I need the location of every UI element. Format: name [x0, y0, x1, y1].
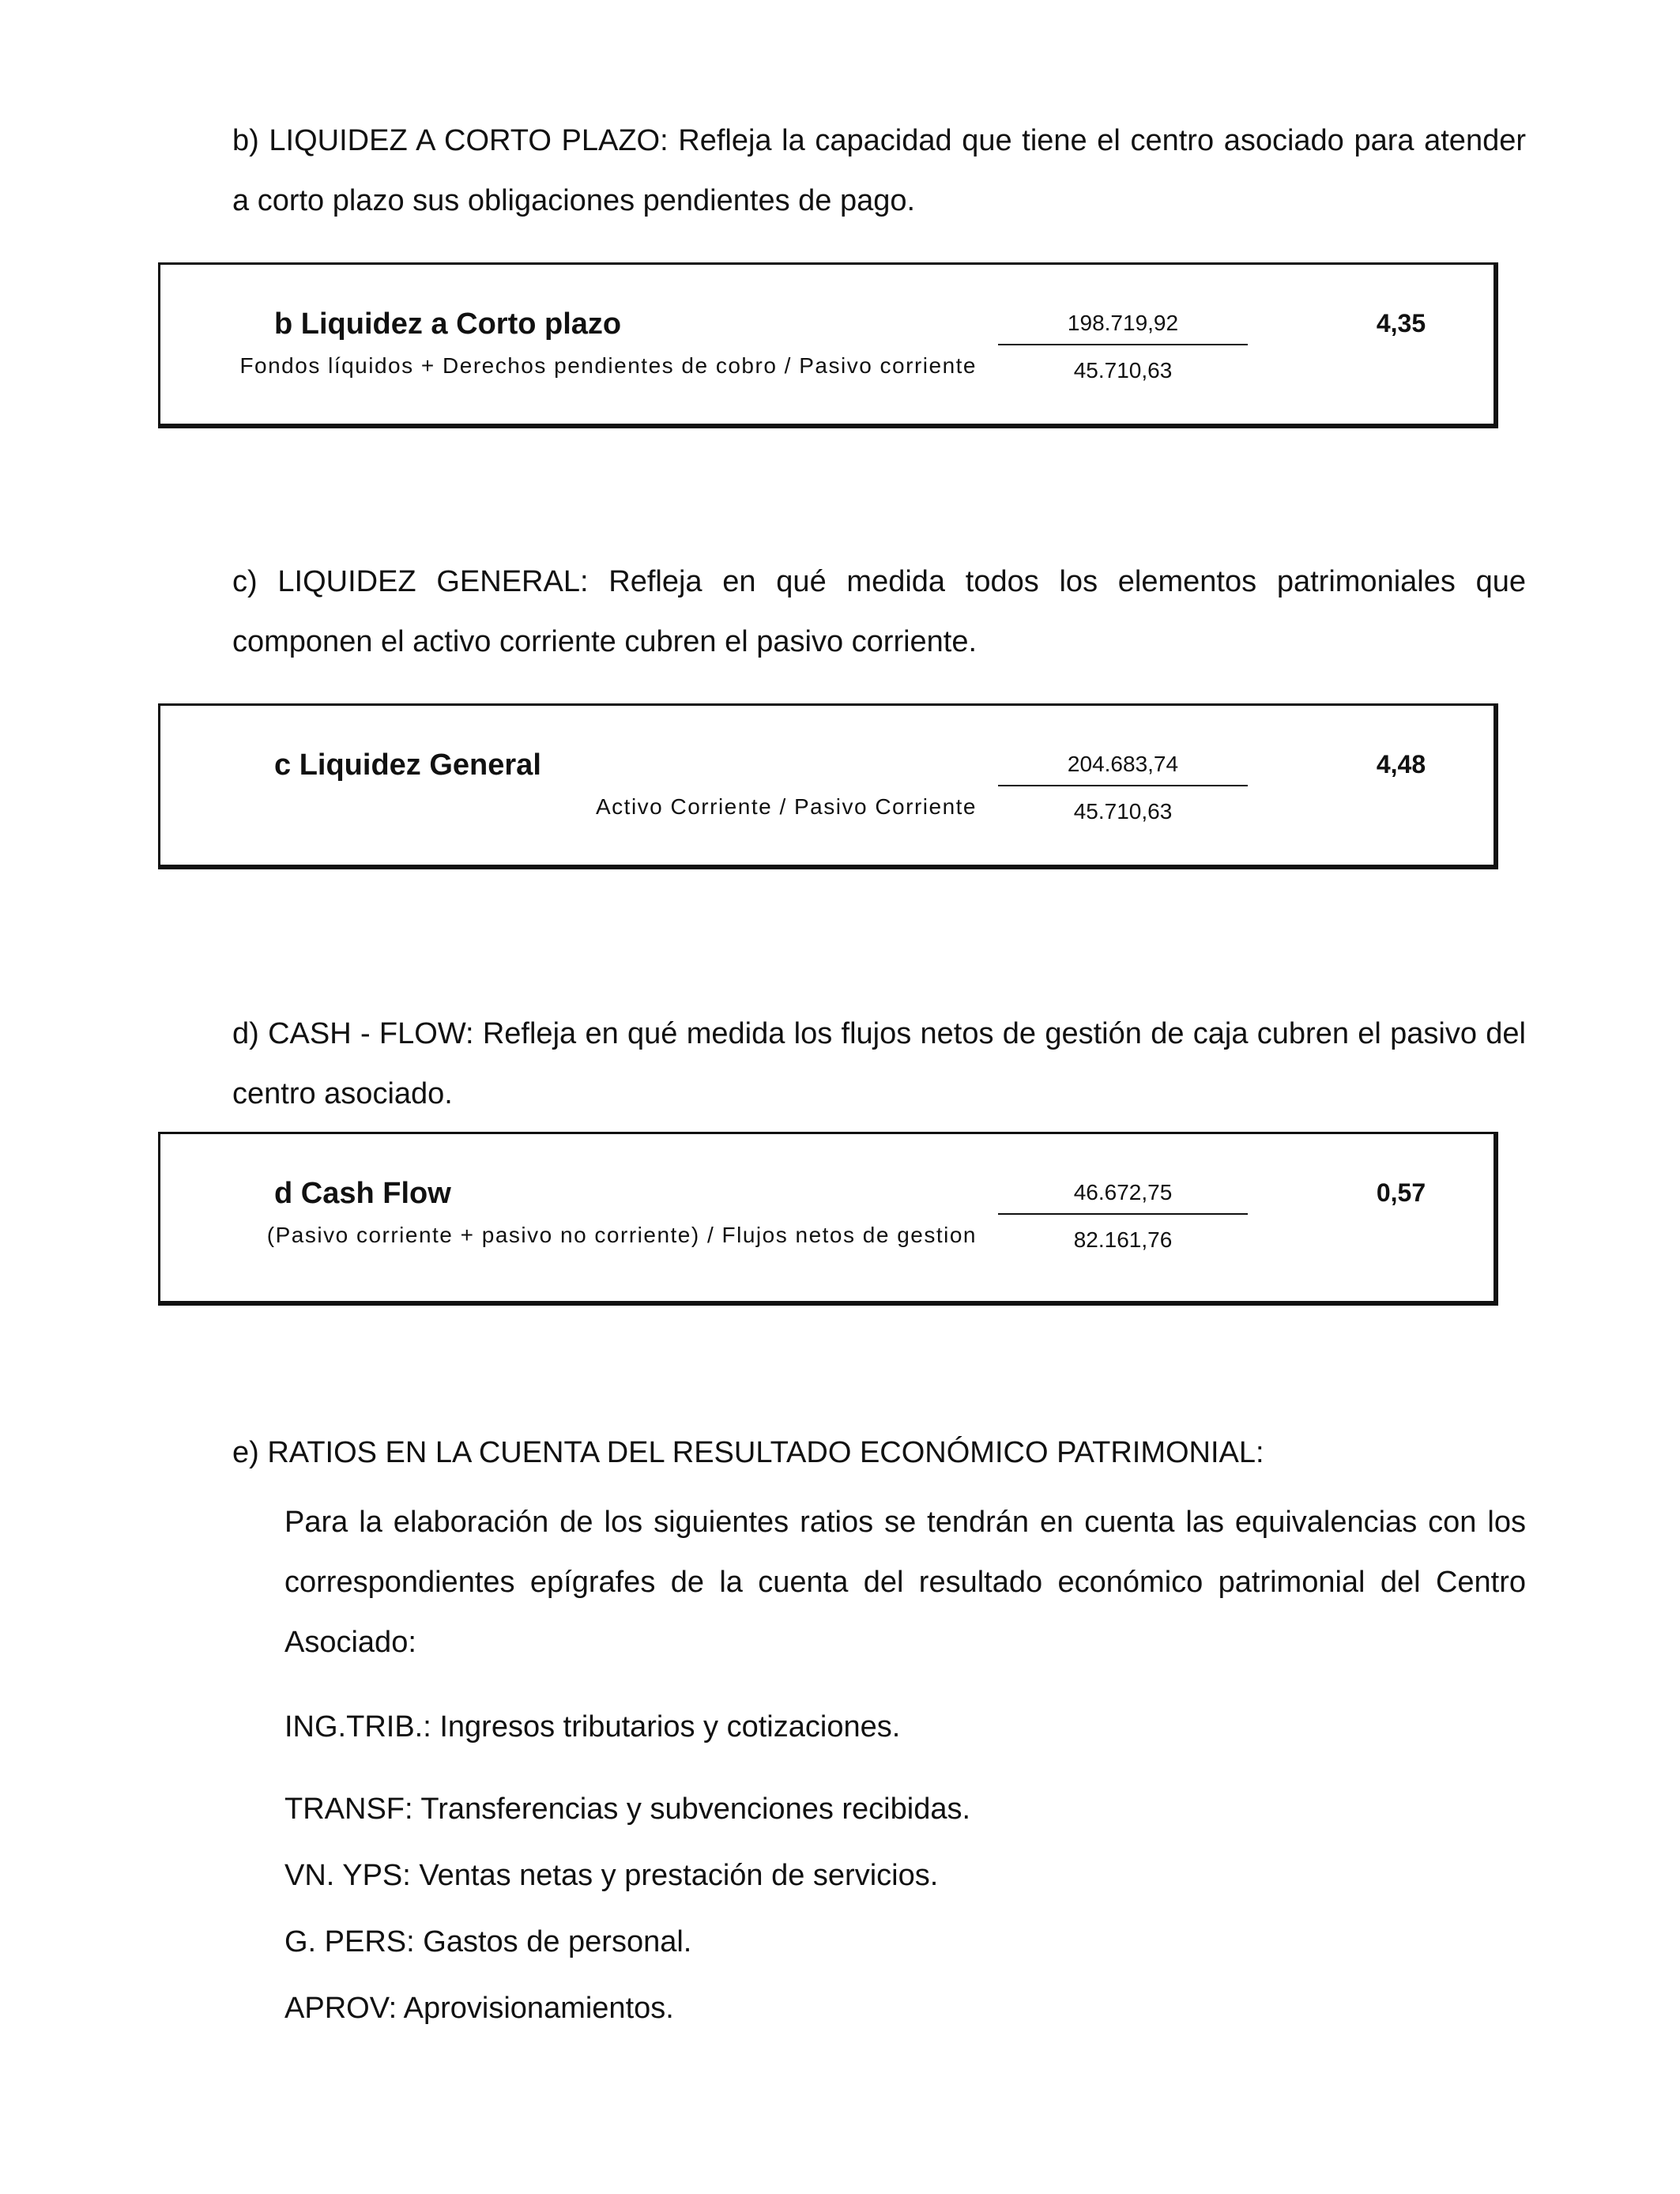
- section-c-paragraph: c) LIQUIDEZ GENERAL: Refleja en qué medida todos los elementos patrimoniales que componen el activo corriente cubren el pasivo corriente.: [232, 565, 1526, 658]
- list-item: VN. YPS: Ventas netas y prestación de servicios.: [284, 1859, 939, 1892]
- section-b-paragraph: b) LIQUIDEZ A CORTO PLAZO: Refleja la capacidad que tiene el centro asociado para atender a corto plazo sus obligaciones pendientes de pago.: [232, 124, 1526, 217]
- ratio-name: Liquidez General: [299, 748, 541, 782]
- ratio-box-cash-flow: [158, 1132, 1498, 1306]
- ratio-formula: Activo Corriente / Pasivo Corriente: [595, 794, 977, 819]
- ratio-letter: b: [274, 307, 293, 341]
- ratio-numerator: 198.719,92: [998, 311, 1248, 345]
- ratio-box-liquidez-corto-plazo: [158, 262, 1498, 428]
- ratio-denominator: 45.710,63: [1073, 358, 1173, 383]
- ratio-box-liquidez-general: [158, 703, 1498, 869]
- ratio-title: [274, 307, 621, 341]
- ratio-denominator: 45.710,63: [1073, 799, 1173, 824]
- ratio-letter: d: [274, 1177, 293, 1210]
- list-item: ING.TRIB.: Ingresos tributarios y cotizaciones.: [284, 1710, 901, 1744]
- section-d-paragraph: d) CASH - FLOW: Refleja en qué medida los flujos netos de gestión de caja cubren el pasivo del centro asociado.: [232, 1017, 1526, 1110]
- ratio-numerator: 204.683,74: [998, 752, 1248, 786]
- section-e-heading: e) RATIOS EN LA CUENTA DEL RESULTADO ECONÓMICO PATRIMONIAL:: [232, 1436, 1264, 1469]
- list-item: G. PERS: Gastos de personal.: [284, 1925, 692, 1958]
- list-item: TRANSF: Transferencias y subvenciones recibidas.: [284, 1793, 971, 1826]
- ratio-name: Liquidez a Corto plazo: [300, 307, 622, 341]
- ratio-formula: Fondos líquidos + Derechos pendientes de cobro / Pasivo corriente: [239, 353, 977, 378]
- ratio-result: 0,57: [1376, 1178, 1426, 1207]
- ratio-title: [274, 1177, 451, 1211]
- ratio-result: 4,48: [1376, 750, 1426, 778]
- ratio-letter: c: [274, 748, 292, 782]
- ratio-name: Cash Flow: [300, 1177, 451, 1210]
- section-e-intro: Para la elaboración de los siguientes ratios se tendrán en cuenta las equivalencias con los correspondientes epígrafes de la cuenta del resultado económico patrimonial del Centro Asociado:: [284, 1506, 1526, 1659]
- ratio-numerator: 46.672,75: [998, 1180, 1248, 1215]
- ratio-title: [274, 748, 541, 782]
- ratio-formula: (Pasivo corriente + pasivo no corriente) / Flujos netos de gestion: [266, 1223, 977, 1247]
- list-item: APROV: Aprovisionamientos.: [284, 1992, 674, 2025]
- ratio-denominator: 82.161,76: [1073, 1227, 1173, 1252]
- ratio-result: 4,35: [1376, 309, 1426, 337]
